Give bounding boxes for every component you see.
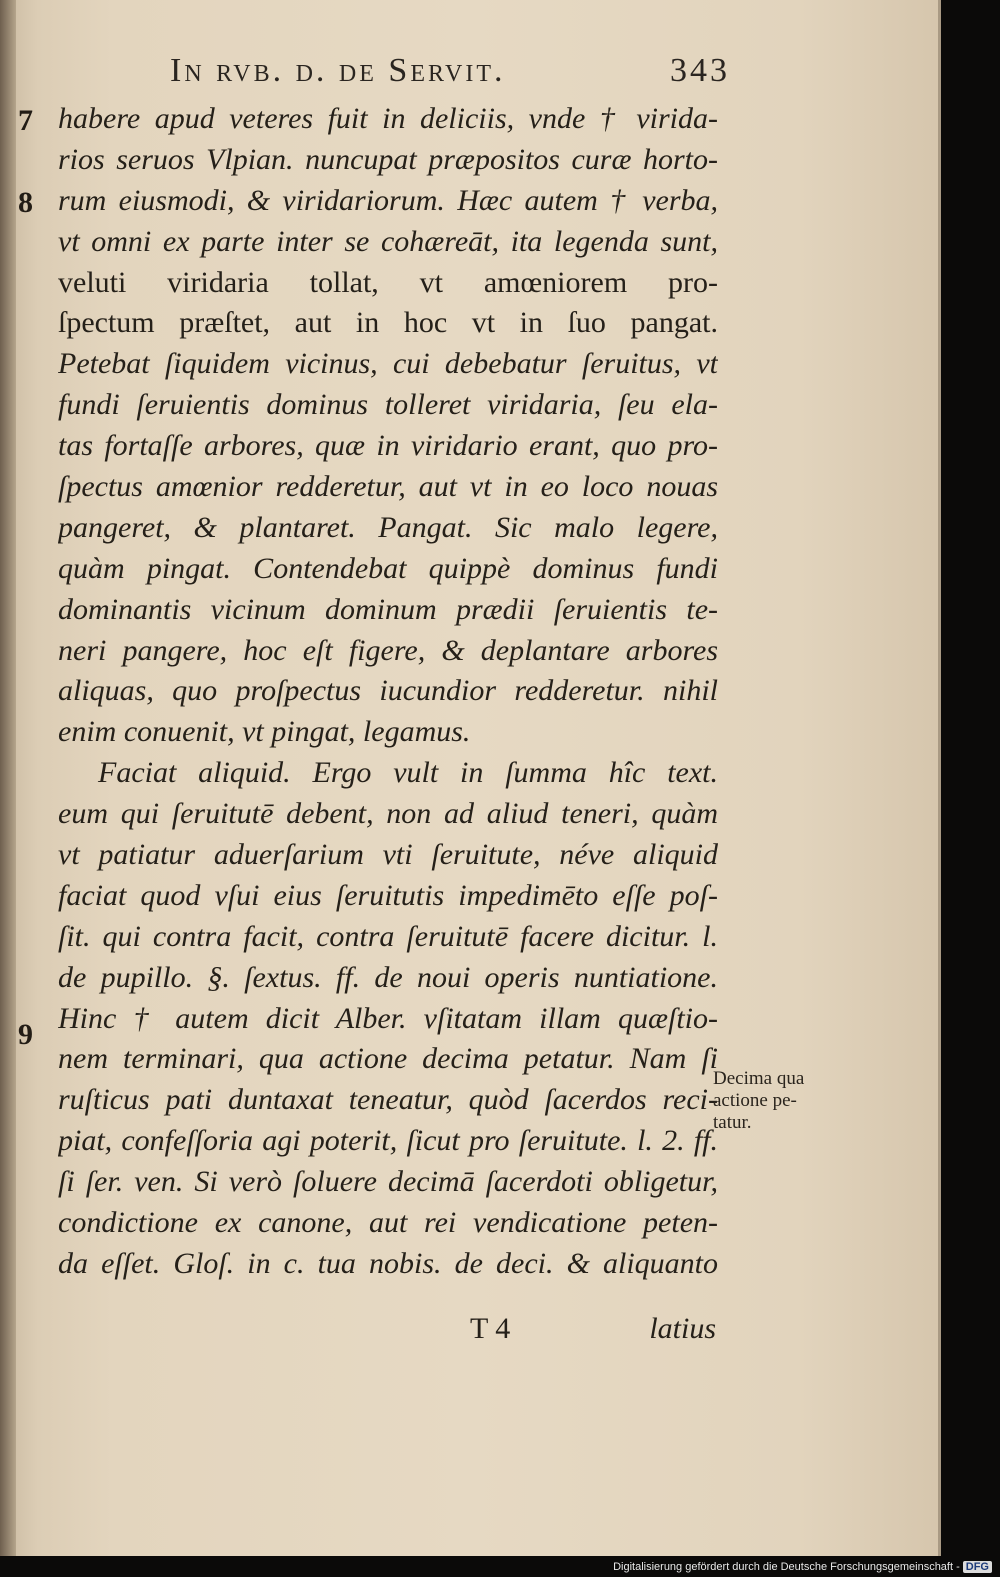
- signature-line: [470, 1312, 730, 1352]
- text-line: vt patiatur aduerſarium vti ſeruitute, néve aliquid: [58, 838, 718, 872]
- text-line: de pupillo. §. ſextus. ff. de noui operis nuntiatione.: [58, 960, 718, 994]
- text-line: dominantis vicinum dominum prædii ſeruientis te-: [58, 592, 718, 626]
- signature-mark: T 4: [470, 1312, 511, 1345]
- text-line: fundi ſeruientis dominus tolleret viridaria, ſeu ela-: [58, 388, 718, 422]
- text-line: ſpectus amœnior redderetur, aut vt in eo loco nouas: [58, 470, 718, 504]
- text-line: habere apud veteres fuit in deliciis, vnde † virida-: [58, 102, 718, 135]
- body-text: [58, 99, 718, 1285]
- text-line: veluti viridaria tollat, vt amœniorem pro-: [58, 265, 718, 299]
- text-line: ſpectum præſtet, aut in hoc vt in ſuo pangat.: [58, 306, 718, 340]
- text-line: enim conuenit, vt pingat, legamus.: [58, 715, 471, 749]
- text-line: condictione ex canone, aut rei vendicatione peten-: [58, 1206, 718, 1240]
- funding-footer: [613, 1561, 992, 1573]
- text-line: pangeret, & plantaret. Pangat. Sic malo legere,: [58, 510, 718, 544]
- running-head: [170, 52, 730, 92]
- margin-note-line: tatur.: [713, 1112, 752, 1133]
- catchword: latius: [649, 1312, 716, 1345]
- text-line: quàm pingat. Contendebat quippè dominus fundi: [58, 551, 718, 585]
- running-title: In rvb. d. de Servit.: [170, 52, 506, 89]
- text-line: ſi ſer. ven. Si verò ſoluere decimā ſacerdoti obligetur,: [58, 1165, 718, 1199]
- margin-note: [713, 1068, 863, 1134]
- text-line: neri pangere, hoc eſt figere, & deplantare arbores: [58, 633, 718, 667]
- dfg-logo: DFG: [963, 1561, 992, 1573]
- text-line: Faciat aliquid. Ergo vult in ſumma hîc text.: [98, 756, 718, 790]
- marginal-number: 9: [18, 1018, 33, 1051]
- text-line: Petebat ſiquidem vicinus, cui debebatur ſeruitus, vt: [58, 347, 718, 381]
- text-line: rios seruos Vlpian. nuncupat præpositos curæ horto-: [58, 142, 718, 176]
- text-line: aliquas, quo proſpectus iucundior redderetur. nihil: [58, 674, 718, 708]
- text-line: tas fortaſſe arbores, quæ in viridario erant, quo pro-: [58, 429, 718, 463]
- margin-note-line: actione pe-: [713, 1090, 797, 1111]
- text-line: rum eiusmodi, & viridariorum. Hæc autem † verba,: [58, 183, 718, 217]
- marginal-number: 8: [18, 186, 33, 219]
- text-line: da eſſet. Gloſ. in c. tua nobis. de deci. & aliquanto: [58, 1246, 718, 1280]
- margin-note-line: Decima qua: [713, 1068, 805, 1089]
- footer-text: Digitalisierung gefördert durch die Deutsche Forschungsgemeinschaft -: [613, 1561, 960, 1573]
- page-number: 343: [670, 52, 730, 89]
- text-line: piat, confeſſoria agi poterit, ſicut pro ſeruitute. l. 2. ff.: [58, 1124, 718, 1158]
- text-line: eum qui ſeruitutē debent, non ad aliud teneri, quàm: [58, 797, 718, 831]
- text-line: vt omni ex parte inter se cohæreāt, ita legenda sunt,: [58, 224, 718, 258]
- text-line: nem terminari, qua actione decima petatur. Nam ſi: [58, 1042, 718, 1076]
- text-line: ruſticus pati duntaxat teneatur, quòd ſacerdos reci-: [58, 1083, 718, 1117]
- text-line: Hinc † autem dicit Alber. vſitatam illam quæſtio-: [58, 1001, 718, 1035]
- text-line: faciat quod vſui eius ſeruitutis impedimēto eſſe poſ-: [58, 878, 718, 912]
- marginal-number: 7: [18, 104, 33, 137]
- text-line: ſit. qui contra facit, contra ſeruitutē facere dicitur. l.: [58, 919, 718, 953]
